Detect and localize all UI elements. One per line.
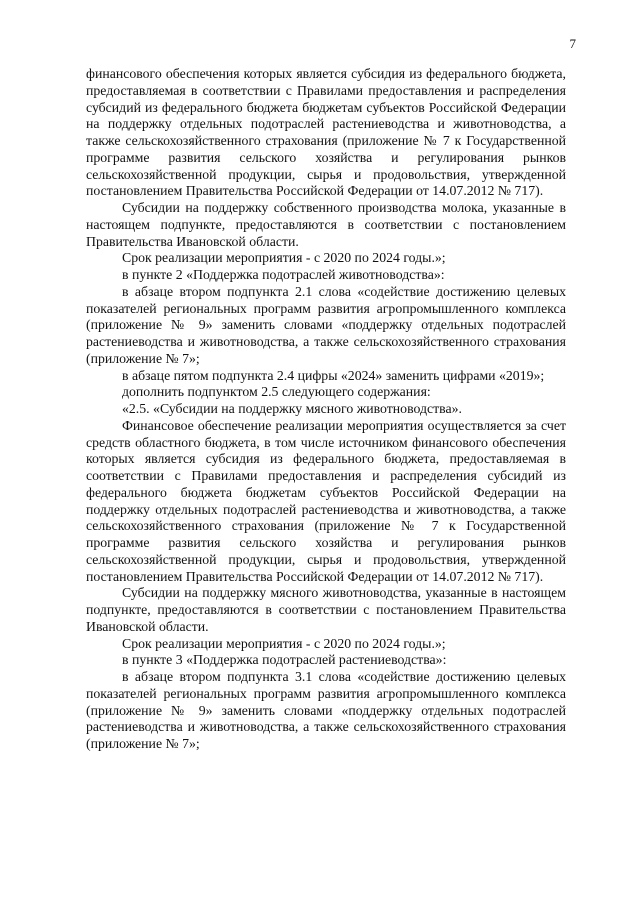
paragraph-implementation-period: Срок реализации мероприятия - с 2020 по 2024 годы.»; <box>122 250 446 266</box>
paragraph-funding-continuation: финансового обеспечения которых является субсидия из федерального бюджета, предоставляемая в соответствии с Правилами предоставления и распределения субсидий из федерального бюджета бюджетам субъектов Российской Федерации на поддержку отдельных подотраслей растениеводства и животноводства, а также сельскохозяйственного страхования (приложение № 7 к Государственной программе развития сельского хозяйства и регулирования рынков сельскохозяйственной продукции, сырья и продовольствия, утвержденной постановлением Правительства Российской Федерации от 14.07.2012 № 717). <box>86 66 566 199</box>
paragraph-item-3-heading: в пункте 3 «Поддержка подотраслей растениеводства»: <box>122 652 447 668</box>
document-body <box>86 66 566 753</box>
paragraph-subitem-3-1-amendment: в абзаце втором подпункта 3.1 слова «содействие достижению целевых показателей региональных программ развития агропромышленного комплекса (приложение № 9» заменить словами «поддержку отдельных подотраслей растениеводства и животноводства, а также сельскохозяйственного страхования (приложение № 7»; <box>86 669 566 751</box>
paragraph-milk-subsidies: Субсидии на поддержку собственного производства молока, указанные в настоящем подпункте, предоставляются в соответствии с постановлением Правительства Ивановской области. <box>86 200 566 249</box>
paragraph-item-2-heading: в пункте 2 «Поддержка подотраслей животноводства»: <box>122 267 445 282</box>
page-number: 7 <box>569 36 576 51</box>
paragraph-financial-support: Финансовое обеспечение реализации мероприятия осуществляется за счет средств областного бюджета, в том числе источником финансового обеспечения которых является субсидия из федерального бюджета, предоставляемая в соответствии с Правилами предоставления и распределения субсидий из федерального бюджета бюджетам субъектов Российской Федерации на поддержку отдельных подотраслей растениеводства и животноводства, а также сельскохозяйственного страхования (приложение № 7 к Государственной программе развития сельского хозяйства и регулирования рынков сельскохозяйственной продукции, сырья и продовольствия, утвержденной постановлением Правительства Российской Федерации от 14.07.2012 № 717). <box>86 417 566 584</box>
paragraph-subitem-2-4-amendment: в абзаце пятом подпункта 2.4 цифры «2024» заменить цифрами «2019»; <box>122 367 545 383</box>
paragraph-meat-subsidies: Субсидии на поддержку мясного животноводства, указанные в настоящем подпункте, предоставляются в соответствии с постановлением Правительства Ивановской области. <box>86 585 566 634</box>
paragraph-subitem-2-5-title: «2.5. «Субсидии на поддержку мясного животноводства». <box>122 401 462 416</box>
paragraph-subitem-2-1-amendment: в абзаце втором подпункта 2.1 слова «содействие достижению целевых показателей региональных программ развития агропромышленного комплекса (приложение № 9» заменить словами «поддержку отдельных подотраслей растениеводства и животноводства, а также сельскохозяйственного страхования (приложение № 7»; <box>86 283 566 366</box>
paragraph-implementation-period-2: Срок реализации мероприятия - с 2020 по 2024 годы.»; <box>122 635 446 651</box>
paragraph-add-subitem-2-5: дополнить подпунктом 2.5 следующего содержания: <box>122 384 431 400</box>
